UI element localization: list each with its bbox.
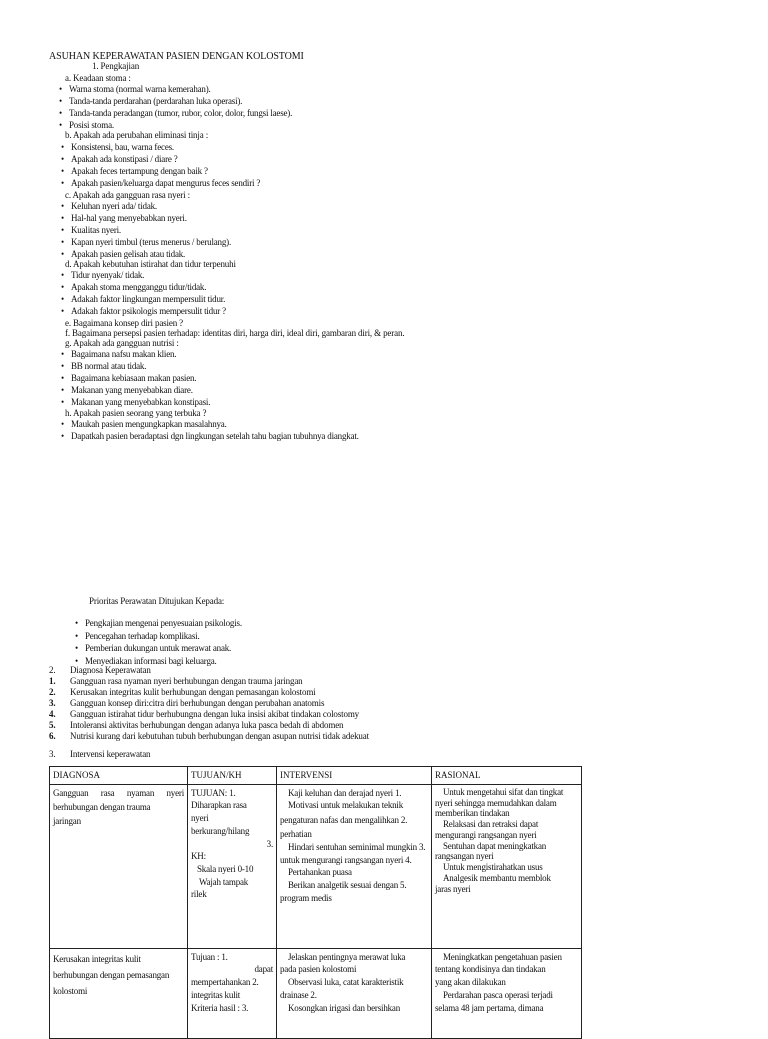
cell-line: memberikan tindakan xyxy=(435,808,510,819)
cell-line: mempertahankan 2. xyxy=(191,977,259,988)
diagnosa-item-number: 6. xyxy=(49,731,56,741)
cell-line: berhubungan dengan trauma xyxy=(53,802,151,813)
cell-line: Jelaskan pentingnya merawat luka xyxy=(288,951,406,962)
diagnosa-item-number: 3. xyxy=(49,698,56,708)
diagnosa-item-number: 2. xyxy=(49,687,56,697)
cell-line: Observasi luka, catat karakteristik xyxy=(288,977,404,988)
diagnosa-item-text: Kerusakan integritas kulit berhubungan dengan pemasangan kolostomi xyxy=(70,687,316,697)
list-item: • Adakah faktor psikologis mempersulit tidur ? xyxy=(71,306,226,318)
section-c-heading: c. Apakah ada gangguan rasa nyeri : xyxy=(65,190,190,200)
list-item: • Apakah feces tertampung dengan baik ? xyxy=(71,166,260,178)
list-item: • Dapatkah pasien beradaptasi dgn lingkungan setelah tahu bagian tubuhnya diangkat. xyxy=(71,431,359,443)
table-header-cell: DIAGNOSA xyxy=(50,767,188,785)
cell-line: berkurang/hilang xyxy=(191,825,250,836)
list-item: • Pengkajian mengenai penyesuaian psikologis. xyxy=(85,617,242,630)
cell-line: KH: xyxy=(191,851,206,862)
document-title: ASUHAN KEPERAWATAN PASIEN DENGAN KOLOSTOMI xyxy=(49,51,304,62)
table-header-row xyxy=(50,767,582,785)
pengkajian-heading: 1. Pengkajian xyxy=(92,61,140,71)
section-a-list xyxy=(69,84,292,132)
list-item: • BB normal atau tidak. xyxy=(71,361,210,373)
list-item: • Menyediakan informasi bagi keluarga. xyxy=(85,655,242,668)
list-item: • Pemberian dukungan untuk merawat anak. xyxy=(85,642,242,655)
list-item: • Adakah faktor lingkungan mempersulit tidur. xyxy=(71,294,226,306)
cell-line: pengaturan nafas dan mengalihkan 2. xyxy=(280,815,408,826)
section-a-heading: a. Keadaan stoma : xyxy=(65,73,131,83)
cell-line: nyeri sehingga memudahkan dalam xyxy=(435,797,557,808)
list-item: • Keluhan nyeri ada/ tidak. xyxy=(71,201,231,213)
list-item: • Bagaimana kebiasaan makan pasien. xyxy=(71,373,210,385)
cell-line: Skala nyeri 0-10 xyxy=(197,863,254,874)
cell-line: Untuk mengetahui sifat dan tingkat xyxy=(443,786,564,797)
cell-line: drainase 2. xyxy=(280,989,317,1000)
diagnosa-item-text: Gangguan istirahat tidur berhubungna dengan luka insisi akibat tindakan colostomy xyxy=(70,709,360,719)
cell-line: tentang kondisinya dan tindakan xyxy=(435,964,546,975)
intervensi-table xyxy=(49,766,582,1039)
cell-line: mengurangi rangsangan nyeri xyxy=(435,829,537,840)
cell-line: Hindari sentuhan seminimal mungkin 3. xyxy=(288,841,426,852)
section-c-list xyxy=(71,201,231,261)
cell-line: yang akan dilakukan xyxy=(435,977,506,988)
cell-line: Sentuhan dapat meningkatkan xyxy=(443,840,547,851)
section-h-heading: h. Apakah pasien seorang yang terbuka ? xyxy=(65,408,207,418)
list-item: • Apakah pasien gelisah atau tidak. xyxy=(71,249,231,261)
cell-line: TUJUAN: 1. xyxy=(191,787,236,798)
table-cell-diagnosa xyxy=(50,948,188,1038)
cell-line: nyeri xyxy=(191,813,209,824)
table-row xyxy=(50,948,582,1038)
section-d-list xyxy=(71,270,226,318)
section-f-heading: f. Bagaimana persepsi pasien terhadap: identitas diri, harga diri, ideal diri, gambaran diri, & peran. xyxy=(65,328,405,338)
list-item: • Konsistensi, bau, warna feces. xyxy=(71,142,260,154)
cell-line: 3. xyxy=(266,838,273,849)
list-item: • Hal-hal yang menyebabkan nyeri. xyxy=(71,213,231,225)
cell-line: pada pasien kolostomi xyxy=(280,964,357,975)
list-item: • Pencegahan terhadap komplikasi. xyxy=(85,630,242,643)
cell-line: program medis xyxy=(280,892,332,903)
table-cell-diagnosa xyxy=(50,784,188,948)
cell-line: selama 48 jam pertama, dimana xyxy=(435,1002,544,1013)
intervensi-number: 3. xyxy=(49,749,56,759)
cell-line: Tujuan : 1. xyxy=(191,951,228,962)
cell-line: Kriteria hasil : 3. xyxy=(191,1002,249,1013)
cell-line: jaras nyeri xyxy=(435,883,471,894)
cell-line: Diharapkan rasa xyxy=(191,800,247,811)
diagnosa-item-text: Intoleransi aktivitas berhubungan dengan adanya luka pasca bedah di abdomen xyxy=(70,720,344,730)
cell-line: Kerusakan integritas kulit xyxy=(53,953,141,964)
list-item: • Apakah stoma mengganggu tidur/tidak. xyxy=(71,282,226,294)
cell-line: kolostomi xyxy=(53,985,88,996)
table-header-cell: RASIONAL xyxy=(432,767,582,785)
list-item: • Bagaimana nafsu makan klien. xyxy=(71,349,210,361)
diagnosa-item-number: 4. xyxy=(49,709,56,719)
list-item: • Tidur nyenyak/ tidak. xyxy=(71,270,226,282)
section-h-list xyxy=(71,419,359,443)
section-d-heading: d. Apakah kebutuhan istirahat dan tidur terpenuhi xyxy=(65,259,236,269)
table-cell-tujuan xyxy=(188,784,277,948)
cell-line: Untuk mengistirahatkan usus xyxy=(443,862,543,873)
list-item: • Tanda-tanda peradangan (tumor, rubor, color, dolor, fungsi laese). xyxy=(69,108,292,120)
cell-line: perhatian xyxy=(280,829,312,840)
table-row xyxy=(50,784,582,948)
cell-line: Motivasi untuk melakukan teknik xyxy=(288,800,404,811)
list-item: • Makanan yang menyebabkan konstipasi. xyxy=(71,397,210,409)
cell-line: Berikan analgetik sesuai dengan 5. xyxy=(288,879,407,890)
list-item: • Maukah pasien mengungkapkan masalahnya. xyxy=(71,419,359,431)
table-header-cell: INTERVENSI xyxy=(277,767,432,785)
cell-line: Wajah tampak xyxy=(199,876,249,887)
cell-line: Relaksasi dan retraksi dapat xyxy=(443,819,539,830)
diagnosa-item-text: Nutrisi kurang dari kebutuhan tubuh berhubungan dengan asupan nutrisi tidak adekuat xyxy=(70,731,369,741)
cell-line: Kosongkan irigasi dan bersihkan xyxy=(288,1002,401,1013)
table-cell-intervensi xyxy=(277,948,432,1038)
cell-line: rangsangan nyeri xyxy=(435,851,494,862)
diagnosa-item-text: Gangguan rasa nyaman nyeri berhubungan dengan trauma jaringan xyxy=(70,676,303,686)
section-e-heading: e. Bagaimana konsep diri pasien ? xyxy=(65,318,184,328)
cell-line: berhubungan dengan pemasangan xyxy=(53,969,170,980)
cell-line: Gangguan rasa nyaman nyeri xyxy=(53,787,184,798)
diagnosa-item-text: Gangguan konsep diri:citra diri berhubungan dengan perubahan anatomis xyxy=(70,698,325,708)
section-g-list xyxy=(71,349,210,409)
list-item: • Apakah ada konstipasi / diare ? xyxy=(71,154,260,166)
list-item: • Posisi stoma. xyxy=(69,120,292,132)
cell-line: rilek xyxy=(191,889,207,900)
table-cell-intervensi xyxy=(277,784,432,948)
section-g-heading: g. Apakah ada gangguan nutrisi : xyxy=(65,338,179,348)
cell-line: Meningkatkan pengetahuan pasien xyxy=(443,951,562,962)
table-cell-rasional xyxy=(432,948,582,1038)
cell-line: untuk mengurangi rangsangan nyeri 4. xyxy=(280,854,412,865)
section-b-list xyxy=(71,142,260,190)
cell-line: dapat xyxy=(254,964,273,975)
diagnosa-item-number: 5. xyxy=(49,720,56,730)
prioritas-list xyxy=(85,617,242,667)
cell-line: Perdarahan pasca operasi terjadi xyxy=(443,989,553,1000)
section-b-heading: b. Apakah ada perubahan eliminasi tinja : xyxy=(65,130,209,140)
list-item: • Kualitas nyeri. xyxy=(71,225,231,237)
list-item: • Apakah pasien/keluarga dapat mengurus feces sendiri ? xyxy=(71,178,260,190)
cell-line: integritas kulit xyxy=(191,989,241,1000)
list-item: • Tanda-tanda perdarahan (perdarahan luka operasi). xyxy=(69,96,292,108)
table-header-cell: TUJUAN/KH xyxy=(188,767,277,785)
diagnosa-item-number: 1. xyxy=(49,676,56,686)
table-cell-tujuan xyxy=(188,948,277,1038)
table-cell-rasional xyxy=(432,784,582,948)
list-item: • Warna stoma (normal warna kemerahan). xyxy=(69,84,292,96)
prioritas-heading: Prioritas Perawatan Ditujukan Kepada: xyxy=(89,596,225,606)
diagnosa-heading: Diagnosa Keperawatan xyxy=(70,665,151,675)
cell-line: Pertahankan puasa xyxy=(288,867,352,878)
cell-line: jaringan xyxy=(53,816,81,827)
intervensi-heading: Intervensi keperawatan xyxy=(70,749,151,759)
cell-line: Kaji keluhan dan derajad nyeri 1. xyxy=(288,787,402,798)
diagnosa-number: 2. xyxy=(49,665,56,675)
list-item: • Makanan yang menyebabkan diare. xyxy=(71,385,210,397)
list-item: • Kapan nyeri timbul (terus menerus / berulang). xyxy=(71,237,231,249)
cell-line: Analgesik membantu memblok xyxy=(443,873,551,884)
